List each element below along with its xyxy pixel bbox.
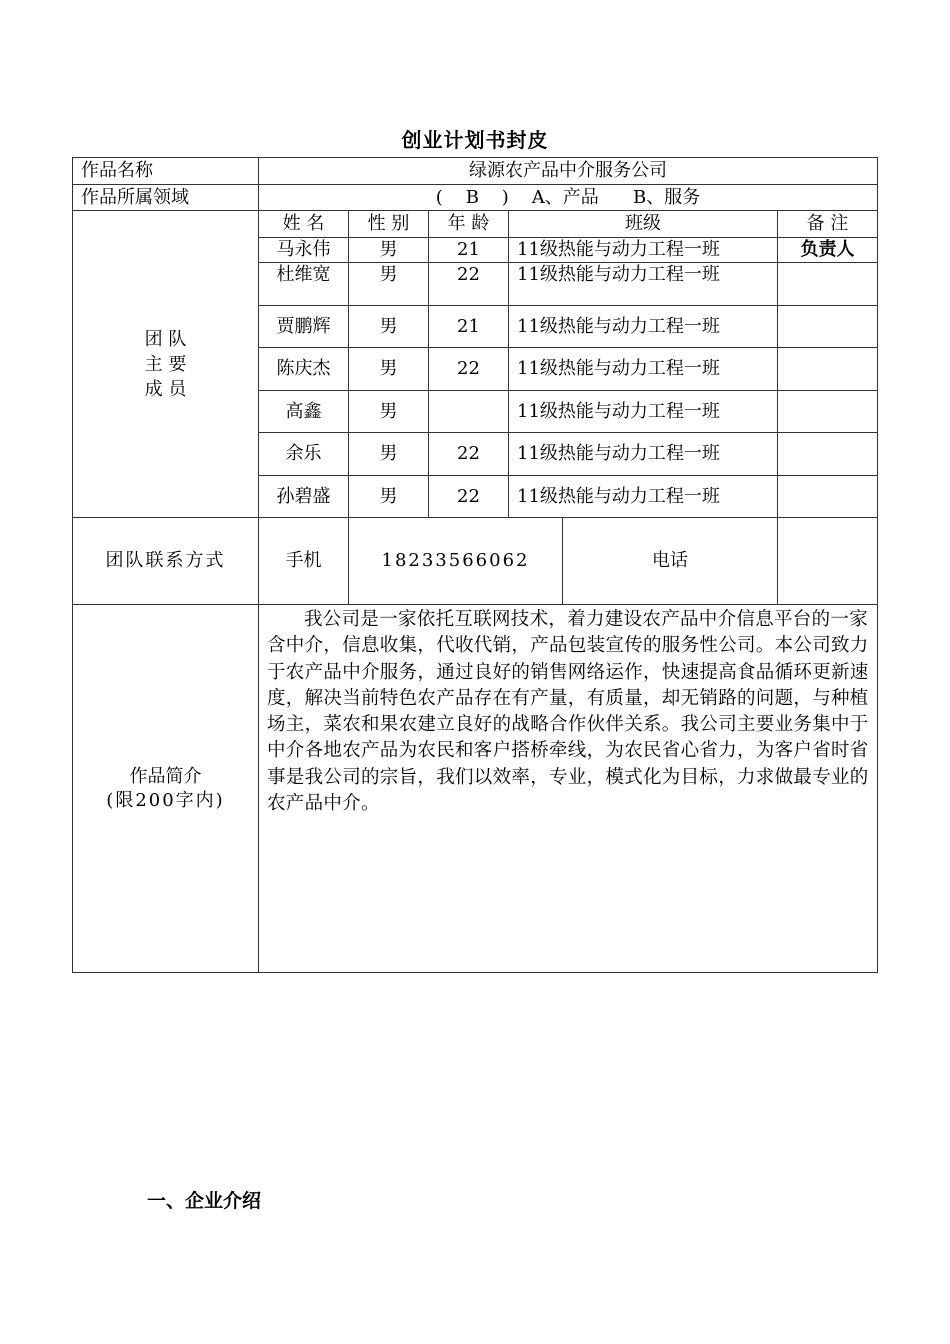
member-class: 11级热能与动力工程一班 (509, 263, 778, 306)
phone-label: 电话 (563, 518, 778, 605)
member-note: 负责人 (778, 238, 878, 263)
member-age: 22 (429, 263, 509, 306)
intro-label-cell (73, 605, 259, 973)
member-note (778, 306, 878, 348)
member-note (778, 348, 878, 391)
member-gender: 男 (349, 348, 429, 391)
member-name: 余乐 (259, 433, 349, 476)
member-class: 11级热能与动力工程一班 (509, 348, 778, 391)
phone-value (778, 518, 878, 605)
member-class: 11级热能与动力工程一班 (509, 238, 778, 263)
intro-text: 我公司是一家依托互联网技术，着力建设农产品中介信息平台的一家含中介，信息收集，代收代销，产品包装宣传的服务性公司。本公司致力于农产品中介服务，通过良好的销售网络运作，快速提高食品循环更新速度，解决当前特色农产品存在有产量，有质量，却无销路的问题，与种植场主，菜农和果农建立良好的战略合作伙伴关系。我公司主要业务集中于中介各地农产品为农民和客户搭桥牵线，为农民省心省力，为客户省时省事是我公司的宗旨，我们以效率，专业，模式化为目标，力求做最专业的农产品中介。 (259, 605, 878, 973)
header-gender: 性 别 (349, 211, 429, 238)
member-gender: 男 (349, 238, 429, 263)
work-name-label: 作品名称 (73, 158, 259, 185)
member-name: 马永伟 (259, 238, 349, 263)
member-name: 贾鹏辉 (259, 306, 349, 348)
member-note (778, 391, 878, 433)
team-header-row (73, 211, 878, 238)
member-class: 11级热能与动力工程一班 (509, 476, 778, 518)
page-title: 创业计划书封皮 (401, 128, 549, 152)
intro-sublabel: (限200字内) (106, 789, 225, 811)
member-age: 22 (429, 476, 509, 518)
work-field-value: ( B ) A、产品 B、服务 (259, 185, 878, 211)
member-name: 高鑫 (259, 391, 349, 433)
contact-row (73, 518, 878, 605)
member-class: 11级热能与动力工程一班 (509, 391, 778, 433)
member-age: 21 (429, 306, 509, 348)
cover-table (72, 157, 878, 973)
work-name-row (73, 158, 878, 185)
member-age (429, 391, 509, 433)
contact-label: 团队联系方式 (73, 518, 259, 605)
mobile-label: 手机 (259, 518, 349, 605)
member-gender: 男 (349, 391, 429, 433)
member-name: 杜维宽 (259, 263, 349, 306)
header-note: 备 注 (778, 211, 878, 238)
mobile-number: 18233566062 (349, 518, 563, 605)
member-age: 21 (429, 238, 509, 263)
header-name: 姓 名 (259, 211, 349, 238)
team-label: 团 队 主 要 成 员 (73, 211, 259, 518)
member-gender: 男 (349, 263, 429, 306)
member-gender: 男 (349, 476, 429, 518)
member-gender: 男 (349, 306, 429, 348)
member-note (778, 433, 878, 476)
member-note (778, 263, 878, 306)
member-class: 11级热能与动力工程一班 (509, 433, 778, 476)
work-field-row (73, 185, 878, 211)
work-field-label: 作品所属领域 (73, 185, 259, 211)
member-name: 陈庆杰 (259, 348, 349, 391)
member-age: 22 (429, 433, 509, 476)
section-heading: 一、企业介绍 (147, 1190, 262, 1212)
member-age: 22 (429, 348, 509, 391)
work-name-value: 绿源农产品中介服务公司 (259, 158, 878, 185)
intro-row (73, 605, 878, 973)
member-gender: 男 (349, 433, 429, 476)
member-class: 11级热能与动力工程一班 (509, 306, 778, 348)
member-name: 孙碧盛 (259, 476, 349, 518)
intro-label: 作品简介 (129, 765, 202, 787)
header-class: 班级 (509, 211, 778, 238)
member-note (778, 476, 878, 518)
header-age: 年 龄 (429, 211, 509, 238)
